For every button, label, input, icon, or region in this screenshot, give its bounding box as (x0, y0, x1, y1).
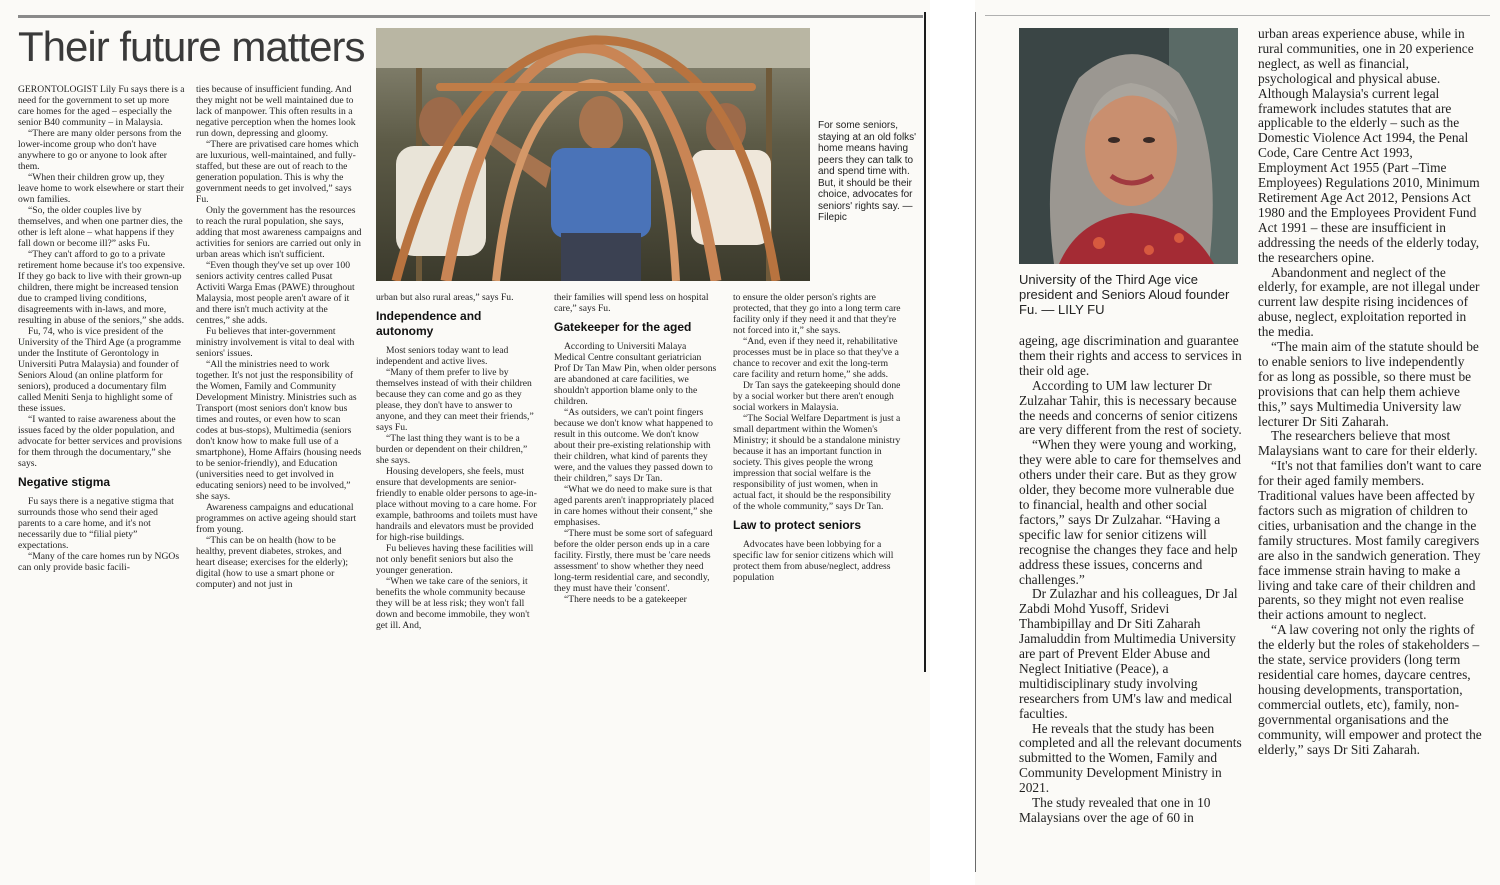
paragraph: “And, even if they need it, rehabilitative processes must be in place so that they've a chance to recover and exit the long-term care facility and return home,” she adds. (733, 336, 899, 380)
lily-fu-portrait (1019, 28, 1238, 264)
column-5 (733, 292, 901, 644)
paragraph: “When they were young and working, they were able to care for themselves and others under their care. But as they grow older, they become more vulnerable due to financial, health and other social factors,” says Dr Zulzahar. “Having a specific law for senior citizens will recognise the changes they face and help address these issues, concerns and challenges.” (1019, 437, 1241, 587)
paragraph: Fu says there is a negative stigma that surrounds those who send their aged parents to a care home, and it's not necessarily due to “filial piety” expectations. (18, 496, 174, 551)
paragraph: their families will spend less on hospital care,” says Fu. (554, 292, 709, 314)
paragraph: to ensure the older person's rights are protected, that they go into a long term care facility only if they need it and that they're not forced into it,” she says. (733, 292, 901, 336)
paragraph: “As outsiders, we can't point fingers because we don't know what happened to result in this outcome. We don't know about their pre-existing relationship with their children, what kind of parents they were, and the values they passed down to their children,” says Dr Tan. (554, 407, 713, 484)
paragraph: Abandonment and neglect of the elderly, for example, are not illegal under current law despite rising incidences of abuse, neglect, exploitation reported in the media. (1258, 264, 1480, 340)
page-edge-rule (975, 12, 976, 872)
paragraph: “So, the older couples live by themselves, and when one partner dies, the other is left alone – what happens if they fall down or become ill?” asks Fu. (18, 205, 183, 249)
photo-caption: For some seniors, staying at an old folks' home means having peers they can talk to and spend time with. But, it should be their choice, advocates for seniors' rights say. — Filepic (818, 120, 917, 223)
top-rule (18, 15, 923, 18)
paragraph: “A law covering not only the rights of the elderly but the roles of stakeholders – the state, service providers (long term residential care homes, daycare centres, housing developments, transportation, commercial outlets, etc), family, non-governmental organisations and the community, will empower and protect the elderly,” says Dr Siti Zaharah. (1258, 622, 1482, 757)
seniors-photo-illustration (376, 28, 810, 281)
paragraph: “It's not that families don't want to care for their aged family members. Traditional values have been affected by factors such as migration of children to cities, urbanisation and the change in the family structures. Most family caregivers are also in the sandwich generation. They face immense strain having to make a living and take care of their children and parents, so they might not even realise their actions amount to neglect. (1258, 458, 1482, 623)
paragraph: “All the ministries need to work together. It's not just the responsibility of the Women, Family and Community Development Ministry. Ministries such as Transport (most seniors don't know bus times and routes, or even how to scan codes at bus-stops), Multimedia (seniors don't know how to make full use of a smartphone), Home Affairs (housing needs to be senior-friendly), and Education (universities need to get involved in educating seniors) need to be involved,” she says. (196, 359, 362, 502)
column-2 (196, 84, 362, 644)
paragraph: Dr Tan says the gatekeeping should done by a social worker but there aren't enough social workers in Malaysia. (733, 380, 901, 413)
column-1 (18, 84, 186, 644)
paragraph: “The last thing they want is to be a burden or dependent on their children,” she says. (376, 433, 528, 466)
paragraph: “There are many older persons from the lower-income group who don't have anywhere to go or anyone to look after them. (18, 128, 182, 172)
paragraph: “They can't afford to go to a private retirement home because it's too expensive. If they go back to live with their grown-up children, there might be increased tension due to cramped living conditions, disagreements with in-laws, and more, resulting in abuse of the seniors,” she adds. (18, 249, 185, 326)
paragraph: “The Social Welfare Department is just a small department within the Women's Ministry; it should be a standalone ministry because it has an important function in society. This gives people the wrong impression that social welfare is the responsibility of just women, when in actual fact, it should be the responsibility of the whole community,” says Dr Tan. (733, 413, 901, 512)
subheading-independence: Independence and autonomy (376, 309, 482, 338)
page-edge-rule (924, 12, 926, 672)
column-3 (376, 292, 542, 644)
top-rule (985, 15, 1490, 16)
portrait-illustration (1019, 28, 1238, 264)
subheading-law: Law to protect seniors (733, 518, 862, 532)
paragraph: “I wanted to raise awareness about the issues faced by the older population, and advocate for better services and provisions for them through the documentary,” she says. (18, 414, 182, 469)
paragraph: According to UM law lecturer Dr Zulzahar Tahir, this is necessary because the needs and concerns of senior citizens are very different from the rest of society. (1019, 377, 1242, 438)
paragraph: Most seniors today want to lead independent and active lives. (376, 345, 509, 367)
paragraph: “There needs to be a gatekeeper (564, 594, 687, 605)
portrait-caption: University of the Third Age vice president and Seniors Aloud founder Fu. — LILY FU (1019, 272, 1230, 317)
paragraph: The researchers believe that most Malaysians want to care for their elderly. (1258, 428, 1478, 459)
paragraph: Advocates have been lobbying for a specific law for senior citizens which will protect them from abuse/neglect, address population (733, 539, 894, 583)
paragraph: “Even though they've set up over 100 seniors activity centres called Pusat Activiti Warga Emas (PAWE) throughout Malaysia, most people aren't aware of it and there isn't much activity at the centres,” she adds. (196, 260, 355, 326)
paragraph: “When their children grow up, they leave home to work elsewhere or start their own families. (18, 172, 184, 205)
right-column-2 (1258, 27, 1483, 857)
paragraph: ties because of insufficient funding. And they might not be well maintained due to lack of manpower. This often results in a negative perception when the homes look run down, depressing and gloomy. (196, 84, 356, 139)
paragraph: Only the government has the resources to reach the rural population, she says, adding that most awareness campaigns and activities for seniors are carried out only in urban areas which isn't sufficient. (196, 205, 362, 260)
subheading-negative-stigma: Negative stigma (18, 475, 111, 489)
paragraph: Fu believes that inter-government ministry involvement is vital to deal with seniors' issues. (196, 326, 355, 359)
paragraph: “When we take care of the seniors, it benefits the whole community because they will be at less risk; they won't fall down and become immobile, they won't get ill. And, (376, 576, 530, 631)
paragraph: urban areas experience abuse, while in rural communities, one in 20 experience neglect, as well as financial, psychological and physical abuse. Although Malaysia's current legal framework includes statutes that are applicable to the elderly – such as the Domestic Violence Act 1994, the Penal Code, Care Centre Act 1993, Employment Act 1955 (Part –Time Employees) Regulations 2010, Minimum Retirement Age Act 2012, Pensions Act 1980 and the Employees Provident Fund Act 1991 – these are insufficient in addressing the needs of the elderly today, the researchers opine. (1258, 27, 1480, 265)
paragraph: urban but also rural areas,” says Fu. (376, 292, 514, 303)
paragraph: The study revealed that one in 10 Malaysians over the age of 60 in (1019, 795, 1211, 825)
paragraph: Awareness campaigns and educational programmes on active ageing should start from young. (196, 502, 357, 535)
paragraph: Dr Zulazhar and his colleagues, Dr Jal Zabdi Mohd Yusoff, Sridevi Thambipillay and Dr Siti Zaharah Jamaluddin from Multimedia University are part of Prevent Elder Abuse and Neglect Initiative (Peace), a multidisciplinary study involving researchers from UM's law and medical faculties. (1019, 586, 1238, 721)
subheading-gatekeeper: Gatekeeper for the aged (554, 320, 692, 334)
seniors-photo (376, 28, 810, 281)
paragraph: GERONTOLOGIST Lily Fu says there is a need for the government to set up more care homes for the aged – especially the senior B40 community – in Malaysia. (18, 84, 185, 128)
article-title: Their future matters (18, 23, 365, 70)
paragraph: ageing, age discrimination and guarantee them their rights and access to services in their old age. (1019, 334, 1242, 378)
right-column-1 (1019, 334, 1244, 854)
paragraph: “Many of the care homes run by NGOs can only provide basic facili- (18, 551, 180, 573)
paragraph: Fu, 74, who is vice president of the University of the Third Age (a programme under the Institute of Gerontology in Universiti Putra Malaysia) and founder of Seniors Aloud (an online platform for seniors), produced a documentary film called Meniti Senja to highlight some of these issues. (18, 326, 181, 414)
paragraph: He reveals that the study has been completed and all the relevant documents submitted to the Women, Family and Community Development Ministry in 2021. (1019, 720, 1242, 796)
paragraph: Fu believes having these facilities will not only benefit seniors but also the younger generation. (376, 543, 534, 576)
paragraph: Housing developers, she feels, must ensure that developments are senior-friendly to enable older persons to age-in-place without moving to a care home. For example, bathrooms and toilets must have handrails and elevators must be provided for high-rise buildings. (376, 466, 538, 543)
paragraph: “There must be some sort of safeguard before the older person ends up in a care facility. Firstly, there must be 'care needs assessment' to show whether they need long-term residential care, and secondly, they must have their 'consent'. (554, 528, 713, 594)
paragraph: According to Universiti Malaya Medical Centre consultant geriatrician Prof Dr Tan Maw Pin, when older persons are abandoned at care facilities, we shouldn't apportion blame only to the children. (554, 341, 717, 407)
paragraph: “There are privatised care homes which are luxurious, well-maintained, and fully-staffed, but these are out of reach to the generation population. This is why the government needs to get involved,” says Fu. (196, 139, 359, 205)
paragraph: “The main aim of the statute should be to enable seniors to live independently for as long as possible, so there must be provisions that can help them achieve this,” says Multimedia University law lecturer Dr Siti Zaharah. (1258, 339, 1479, 429)
column-4 (554, 292, 720, 644)
paragraph: “What we do need to make sure is that aged parents aren't inappropriately placed in care homes without their consent,” she emphasises. (554, 484, 714, 528)
paragraph: “This can be on health (how to be healthy, prevent diabetes, strokes, and heart disease; exercises for the elderly); digital (how to use a smart phone or computer) and not just in (196, 535, 349, 590)
paragraph: “Many of them prefer to live by themselves instead of with their children because they can come and go as they please, they don't have to answer to anyone, and they can meet their friends,” says Fu. (376, 367, 534, 433)
